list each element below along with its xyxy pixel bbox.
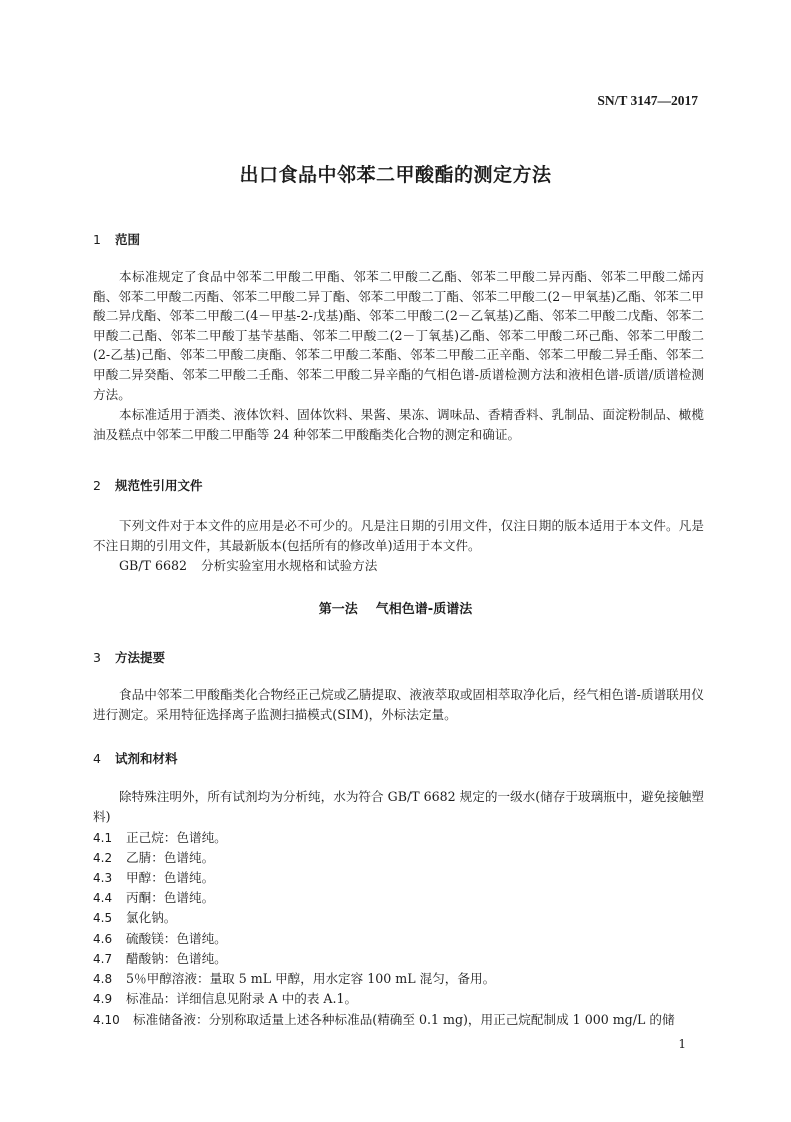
document-title: 出口食品中邻苯二甲酸酯的测定方法	[239, 164, 552, 186]
item-number: 4.9	[93, 992, 113, 1006]
list-item	[93, 929, 704, 950]
section-number: 1	[93, 232, 101, 247]
list-item	[93, 848, 704, 869]
method-label: 第一法	[318, 602, 358, 617]
section-number: 3	[93, 650, 101, 665]
section-4-heading	[93, 749, 178, 767]
item-text: 正己烷：色谱纯。	[126, 830, 227, 845]
reference-entry	[119, 556, 377, 576]
list-item	[93, 969, 704, 990]
item-text: 氯化钠。	[126, 910, 177, 925]
method-summary-paragraph: 食品中邻苯二甲酸酯类化合物经正己烷或乙腈提取、液液萃取或固相萃取净化后，经气相色谱-质谱联用仪进行测定。采用特征选择离子监测扫描模式(SIM)，外标法定量。	[93, 687, 704, 722]
item-text: 5％甲醇溶液：量取 5 mL 甲醇，用水定容 100 mL 混匀，备用。	[126, 971, 496, 986]
reference-title: 分析实验室用水规格和试验方法	[201, 558, 378, 573]
scope-paragraph-2: 本标准适用于酒类、液体饮料、固体饮料、果酱、果冻、调味品、香精香料、乳制品、面淀粉制品、橄榄油及糕点中邻苯二甲酸二甲酯等 24 种邻苯二甲酸酯类化合物的测定和确证。	[93, 407, 704, 442]
list-item	[93, 989, 704, 1010]
item-number: 4.5	[93, 911, 113, 925]
item-number: 4.10	[93, 1013, 120, 1027]
item-text: 甲醇：色谱纯。	[126, 870, 215, 885]
item-text: 硫酸镁：色谱纯。	[126, 931, 227, 946]
section-2-heading	[93, 476, 203, 494]
item-number: 4.7	[93, 952, 113, 966]
method-title	[0, 598, 791, 617]
section-number: 4	[93, 751, 101, 766]
item-number: 4.8	[93, 972, 113, 986]
item-text: 醋酸钠：色谱纯。	[126, 951, 227, 966]
list-item	[93, 1010, 704, 1031]
reagents-intro-paragraph: 除特殊注明外，所有试剂均为分析纯，水为符合 GB/T 6682 规定的一级水(储存于玻璃瓶中，避免接触塑料)	[93, 789, 704, 824]
item-text: 乙腈：色谱纯。	[126, 850, 215, 865]
item-text: 标准储备液：分别称取适量上述各种标准品(精确至 0.1 mg)，用正己烷配制成 1 000 mg/L 的储	[133, 1012, 675, 1027]
standard-code: SN/T 3147—2017	[597, 93, 698, 108]
list-item	[93, 949, 704, 970]
item-number: 4.6	[93, 932, 113, 946]
item-text: 标准品：详细信息见附录 A 中的表 A.1。	[126, 991, 358, 1006]
reference-code: GB/T 6682	[119, 558, 188, 573]
item-text: 丙酮：色谱纯。	[126, 890, 215, 905]
list-item	[93, 908, 704, 929]
item-number: 4.4	[93, 891, 113, 905]
page-number: 1	[678, 1037, 686, 1051]
item-number: 4.2	[93, 851, 113, 865]
list-item	[93, 868, 704, 889]
section-number: 2	[93, 478, 101, 493]
normative-references-paragraph: 下列文件对于本文件的应用是必不可少的。凡是注日期的引用文件，仅注日期的版本适用于本文件。凡是不注日期的引用文件，其最新版本(包括所有的修改单)适用于本文件。	[93, 518, 704, 553]
section-title: 规范性引用文件	[115, 478, 203, 493]
method-name: 气相色谱-质谱法	[375, 602, 473, 617]
scope-paragraph-1: 本标准规定了食品中邻苯二甲酸二甲酯、邻苯二甲酸二乙酯、邻苯二甲酸二异丙酯、邻苯二甲酸二烯丙酯、邻苯二甲酸二丙酯、邻苯二甲酸二异丁酯、邻苯二甲酸二丁酯、邻苯二甲酸二(2－甲氧基)乙酯、邻苯二甲酸二异戊酯、邻苯二甲酸二(4－甲基-2-戊基)酯、邻苯二甲酸二(2－乙氧基)乙酯、邻苯二甲酸二戊酯、邻苯二甲酸二己酯、邻苯二甲酸丁基苄基酯、邻苯二甲酸二(2－丁氧基)乙酯、邻苯二甲酸二环己酯、邻苯二甲酸二(2-乙基)己酯、邻苯二甲酸二庚酯、邻苯二甲酸二苯酯、邻苯二甲酸二正辛酯、邻苯二甲酸二异壬酯、邻苯二甲酸二异癸酯、邻苯二甲酸二壬酯、邻苯二甲酸二异辛酯的气相色谱-质谱检测方法和液相色谱-质谱/质谱检测方法。	[93, 269, 704, 402]
item-number: 4.3	[93, 871, 113, 885]
section-title: 范围	[115, 232, 141, 247]
list-item	[93, 828, 704, 849]
list-item	[93, 888, 704, 909]
section-1-heading	[93, 230, 140, 248]
section-title: 方法提要	[115, 650, 166, 665]
section-title: 试剂和材料	[115, 751, 178, 766]
section-3-heading	[93, 648, 165, 666]
item-number: 4.1	[93, 831, 113, 845]
